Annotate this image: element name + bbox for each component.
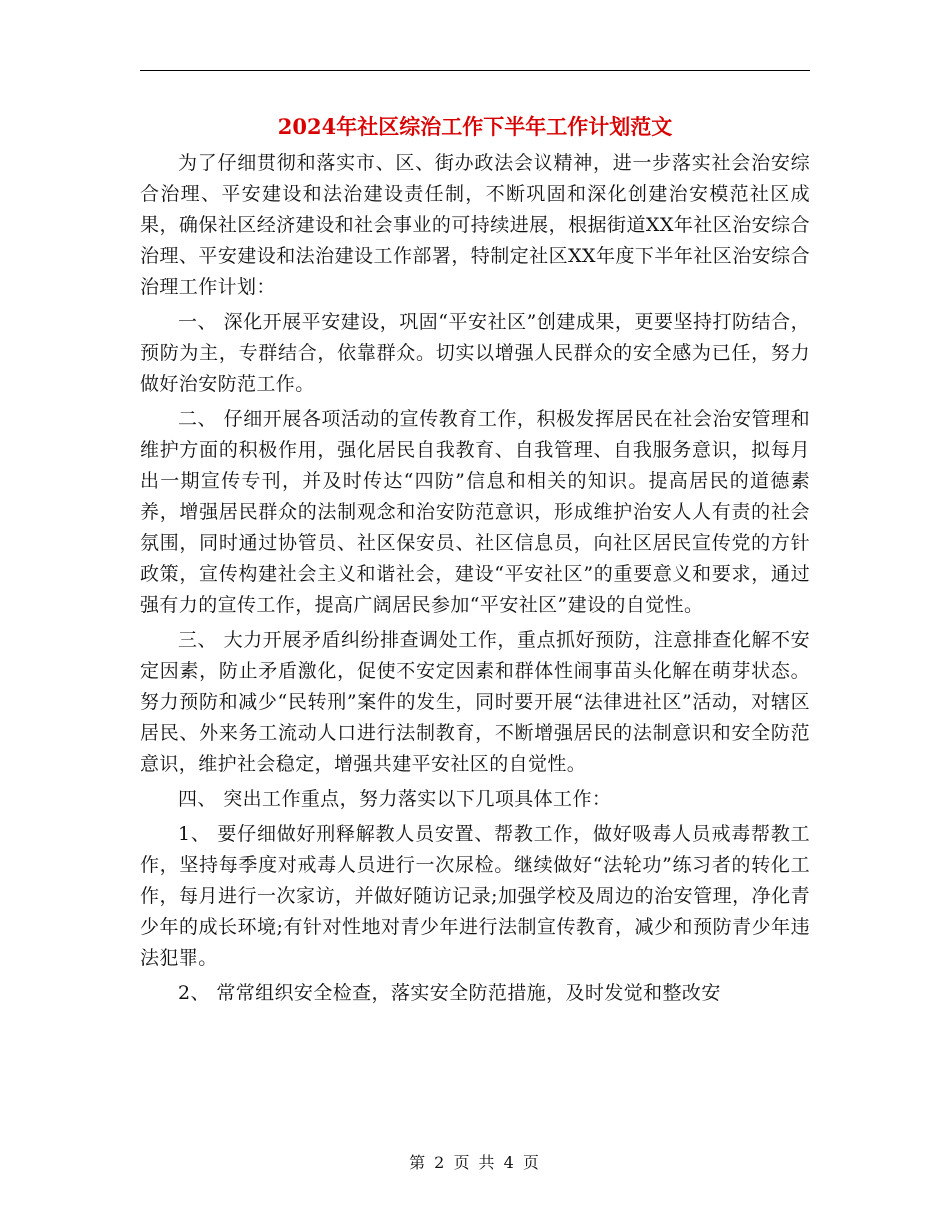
- paragraph-section-3: 三、 大力开展矛盾纠纷排查调处工作，重点抓好预防，注意排查化解不安定因素，防止矛盾激化，促使不安定因素和群体性闹事苗头化解在萌芽状态。努力预防和减少“民转刑”案件的发生，同时要开展“法律进社区”活动，对辖区居民、外来务工流动人口进行法制教育，不断增强居民的法制意识和安全防范意识，维护社会稳定，增强共建平安社区的自觉性。: [140, 629, 810, 775]
- header-rule: [140, 70, 810, 71]
- paragraph-section-2: 二、 仔细开展各项活动的宣传教育工作，积极发挥居民在社会治安管理和维护方面的积极作用，强化居民自我教育、自我管理、自我服务意识，拟每月出一期宣传专刊，并及时传达“四防”信息和相关的知识。提高居民的道德素养，增强居民群众的法制观念和治安防范意识，形成维护治安人人有责的社会氛围，同时通过协管员、社区保安员、社区信息员，向社区居民宣传党的方针政策，宣传构建社会主义和谐社会，建设“平安社区”的重要意义和要求，通过强有力的宣传工作，提高广阔居民参加“平安社区”建设的自觉性。: [140, 408, 810, 616]
- paragraph-intro: 为了仔细贯彻和落实市、区、街办政法会议精神，进一步落实社会治安综合治理、平安建设和法治建设责任制，不断巩固和深化创建治安模范社区成果，确保社区经济建设和社会事业的可持续进展，根据街道XX年社区治安综合治理、平安建设和法治建设工作部署，特制定社区XX年度下半年社区治安综合治理工作计划：: [140, 152, 810, 298]
- page-number-footer: 第 2 页 共 4 页: [409, 1153, 541, 1172]
- paragraph-item-1: 1、 要仔细做好刑释解教人员安置、帮教工作，做好吸毒人员戒毒帮教工作，坚持每季度对戒毒人员进行一次尿检。继续做好“法轮功”练习者的转化工作，每月进行一次家访，并做好随访记录;加强学校及周边的治安管理，净化青少年的成长环境;有针对性地对青少年进行法制宣传教育，减少和预防青少年违法犯罪。: [140, 823, 810, 969]
- paragraph-section-1: 一、 深化开展平安建设，巩固“平安社区”创建成果，更要坚持打防结合，预防为主，专群结合，依靠群众。切实以增强人民群众的安全感为已任，努力做好治安防范工作。: [140, 311, 810, 395]
- document-body: [140, 148, 810, 1013]
- paragraph-section-4: 四、 突出工作重点，努力落实以下几项具体工作：: [178, 788, 612, 810]
- document-title: 2024年社区综治工作下半年工作计划范文: [277, 114, 673, 139]
- paragraph-item-2: 2、 常常组织安全检查，落实安全防范措施，及时发觉和整改安: [178, 982, 721, 1004]
